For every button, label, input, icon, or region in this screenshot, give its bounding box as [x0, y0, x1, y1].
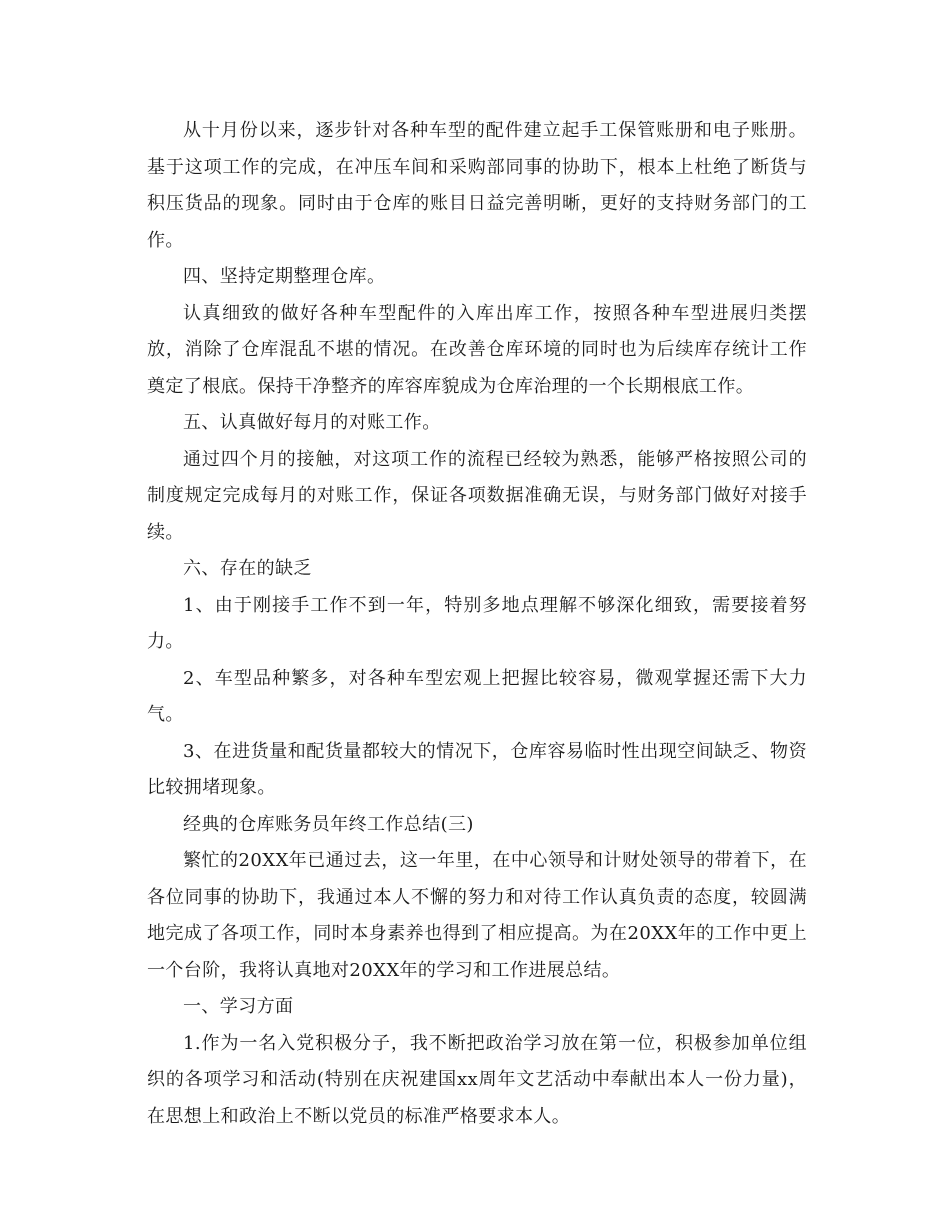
paragraph-shortcoming-3: 3、在进货量和配货量都较大的情况下，仓库容易临时性出现空间缺乏、物资比较拥堵现象。	[147, 740, 807, 798]
section-heading-warehouse-arrangement: 四、坚持定期整理仓库。	[183, 266, 386, 287]
section-heading-summary-three: 经典的仓库账务员年终工作总结(三)	[183, 813, 474, 835]
paragraph-shortcoming-2: 2、车型品种繁多，对各种车型宏观上把握比较容易，微观掌握还需下大力气。	[147, 667, 807, 725]
paragraph-warehouse-arrangement: 认真细致的做好各种车型配件的入库出库工作，按照各种车型进展归类摆放，消除了仓库混乱不堪的情况。在改善仓库环境的同时也为后续库存统计工作奠定了根底。保持干净整齐的库容库貌成为仓库治理的一个长期根底工作。	[147, 302, 807, 397]
paragraph-study-1: 1.作为一名入党积极分子，我不断把政治学习放在第一位，积极参加单位组织的各项学习和活动(特别在庆祝建国xx周年文艺活动中奉献出本人一份力量)，在思想上和政治上不断以党员的标准严格要求本人。	[147, 1032, 807, 1127]
paragraph-shortcoming-1: 1、由于刚接手工作不到一年，特别多地点理解不够深化细致，需要接着努力。	[147, 594, 807, 652]
paragraph-monthly-reconciliation: 通过四个月的接触，对这项工作的流程已经较为熟悉，能够严格按照公司的制度规定完成每月的对账工作，保证各项数据准确无误，与财务部门做好对接手续。	[147, 448, 807, 543]
paragraph-summary-intro: 繁忙的20XX年已通过去，这一年里，在中心领导和计财处领导的带着下，在各位同事的协助下，我通过本人不懈的努力和对待工作认真负责的态度，较圆满地完成了各项工作，同时本身素养也得到了相应提高。为在20XX年的工作中更上一个台阶，我将认真地对20XX年的学习和工作进展总结。	[147, 850, 807, 981]
section-heading-shortcomings: 六、存在的缺乏	[183, 558, 312, 579]
document-body	[147, 113, 807, 1135]
paragraph-ledger-setup: 从十月份以来，逐步针对各种车型的配件建立起手工保管账册和电子账册。基于这项工作的完成，在冲压车间和采购部同事的协助下，根本上杜绝了断货与积压货品的现象。同时由于仓库的账目日益完善明晰，更好的支持财务部门的工作。	[147, 120, 807, 251]
section-heading-study: 一、学习方面	[183, 996, 294, 1017]
section-heading-monthly-reconciliation: 五、认真做好每月的对账工作。	[183, 412, 441, 433]
